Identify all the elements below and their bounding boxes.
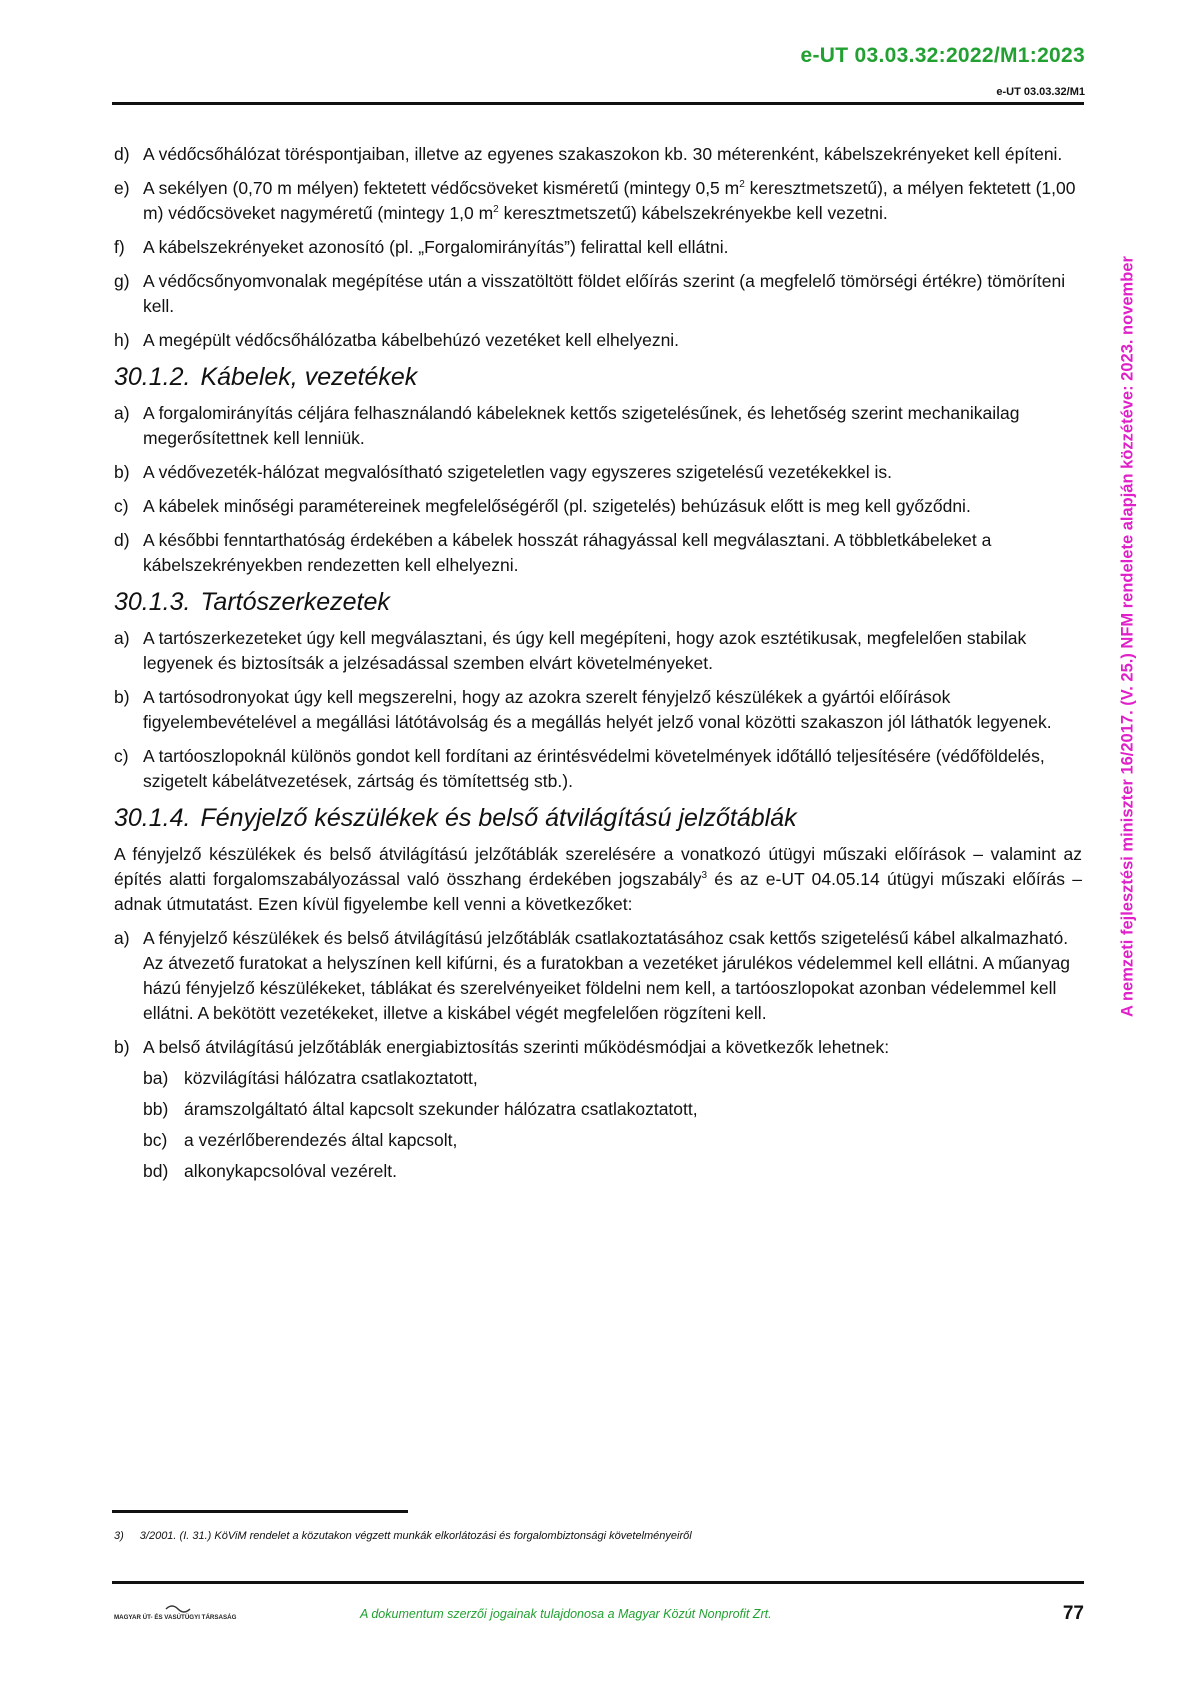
footnote-marker: 3) xyxy=(114,1530,124,1542)
list-marker: h) xyxy=(114,330,130,350)
list-item-text-part: keresztmetszetű) kábelszekrényekbe kell vezetni. xyxy=(498,203,888,223)
list-item xyxy=(114,926,1082,1026)
section-title: Tartószerkezetek xyxy=(200,588,390,616)
sub-list-marker: bd) xyxy=(143,1161,169,1181)
list-item xyxy=(114,269,1082,319)
list-item-text: A védőcsőnyomvonalak megépítése után a visszatöltött földet előírás szerint (a megfelelő tömörségi értékre) tömöríteni kell. xyxy=(143,271,1066,316)
list-item-text-part: A sekélyen (0,70 m mélyen) fektetett védőcsöveket kisméretű (mintegy 0,5 m xyxy=(143,178,740,198)
section-title: Kábelek, vezetékek xyxy=(200,363,418,391)
list-marker: g) xyxy=(114,271,130,291)
sub-list-marker: ba) xyxy=(143,1068,169,1088)
list-item-text: A forgalomirányítás céljára felhasználandó kábeleknek kettős szigetelésűnek, és lehetőség szerint mechanikailag megerősítettnek kell lenniük. xyxy=(143,403,1020,448)
list-item xyxy=(114,235,1082,260)
list-marker: b) xyxy=(114,687,130,707)
sub-list-marker: bb) xyxy=(143,1099,169,1119)
section-title: Fényjelző készülékek és belső átvilágítású jelzőtáblák xyxy=(200,804,797,832)
list-item-text: A védőcsőhálózat töréspontjaiban, illetve az egyenes szakaszokon kb. 30 méterenként, kábelszekrényeket kell építeni. xyxy=(143,144,1063,164)
page-number: 77 xyxy=(1062,1603,1084,1624)
sub-list-item-text: alkonykapcsolóval vezérelt. xyxy=(184,1161,398,1181)
list-item xyxy=(114,142,1082,167)
list-item xyxy=(114,176,1082,226)
list-marker: a) xyxy=(114,628,130,648)
list-marker: d) xyxy=(114,530,130,550)
list-item-text: A fényjelző készülékek és belső átvilágítású jelzőtáblák csatlakoztatásához csak kettős szigetelésű kábel alkalmazható. Az átvezető furatokat a helyszínen kell kifúrni, és a furatokban a vezetéket járulékos védelemmel kell ellátni. A műanyag házú fényjelző készülékeket, táblákat és szerelvényeiket földelni nem kell, a tartóoszlopokat azonban védelemmel kell ellátni. A bekötött vezetékeket, illetve a kiskábel végét megfelelően rögzíteni kell. xyxy=(143,928,1071,1023)
publication-side-note: A nemzeti fejlesztési miniszter 16/2017. (V. 25.) NFM rendelete alapján közzétéve: 2023. november xyxy=(1118,256,1137,1017)
section-heading-lights xyxy=(114,803,1082,833)
logo-lettering: MAGYAR ÚT- ÉS VASÚTÜGYI TÁRSASÁG xyxy=(114,1614,237,1621)
list-item xyxy=(114,494,1082,519)
section-heading-cables xyxy=(114,362,1082,392)
sub-list-item xyxy=(143,1097,1082,1122)
list-item-text: A védővezeték-hálózat megvalósítható szigeteletlen vagy egyszeres szigetelésű vezetékekkel is. xyxy=(143,462,893,482)
section-heading-supports xyxy=(114,587,1082,617)
list-marker: a) xyxy=(114,403,130,423)
document-identifier: e-UT 03.03.32:2022/M1:2023 xyxy=(800,44,1085,67)
header-rule xyxy=(112,102,1084,105)
sub-list-item xyxy=(143,1159,1082,1184)
list-marker: f) xyxy=(114,237,125,257)
section-number: 30.1.2. xyxy=(114,363,191,391)
list-item-text: A kábelszekrényeket azonosító (pl. „Forgalomirányítás”) felirattal kell ellátni. xyxy=(143,237,729,257)
footer-rule xyxy=(112,1581,1084,1584)
section-number: 30.1.4. xyxy=(114,804,191,832)
copyright-notice: A dokumentum szerzői jogainak tulajdonosa a Magyar Közút Nonprofit Zrt. xyxy=(360,1607,772,1621)
list-item xyxy=(114,401,1082,451)
sub-list-marker: bc) xyxy=(143,1130,168,1150)
footnote-rule xyxy=(112,1510,408,1513)
sub-list-item-text: a vezérlőberendezés által kapcsolt, xyxy=(184,1130,458,1150)
list-item-text: A tartósodronyokat úgy kell megszerelni, hogy az azokra szerelt fényjelző készülékek a gyártói előírások figyelembevételével a megállási látótávolság és a megállás helyét jelző vonal közötti szakaszon jól láthatók legyenek. xyxy=(143,687,1052,732)
list-item-text: A tartóoszlopoknál különös gondot kell fordítani az érintésvédelmi követelmények időtálló teljesítésére (védőföldelés, szigetelt kábelátvezetések, zártság és tömítettség stb.). xyxy=(143,746,1045,791)
list-item xyxy=(114,460,1082,485)
section-intro-paragraph xyxy=(114,842,1082,917)
list-marker: a) xyxy=(114,928,130,948)
list-item-text: A megépült védőcsőhálózatba kábelbehúzó vezetéket kell elhelyezni. xyxy=(143,330,680,350)
paragraph-text-part: A fényjelző készülékek és belső átvilágítású jelzőtáblák szerelésére a vonatkozó útügyi műszaki előírások – valamint az építés alatti forgalomszabályozással való összhang érdekében jogszabály xyxy=(114,844,1082,889)
footnote xyxy=(114,1530,1074,1542)
list-item-text: A kábelek minőségi paramétereinek megfelelőségéről (pl. szigetelés) behúzásuk előtt is meg kell győződni. xyxy=(143,496,971,516)
superscript: 2 xyxy=(739,179,745,191)
list-item xyxy=(114,1035,1082,1184)
main-content xyxy=(114,142,1082,1193)
paragraph-text-part: és az e-UT 04.05.14 útügyi műszaki előírás – adnak útmutatást. Ezen kívül figyelembe kell venni a következőket: xyxy=(114,869,1082,914)
section-number: 30.1.3. xyxy=(114,588,191,616)
list-marker: b) xyxy=(114,1037,130,1057)
sub-list-item-text: közvilágítási hálózatra csatlakoztatott, xyxy=(184,1068,478,1088)
list-item xyxy=(114,744,1082,794)
society-logo-graphic xyxy=(114,1602,264,1622)
list-marker: e) xyxy=(114,178,130,198)
footnote-reference: 3 xyxy=(701,870,708,882)
society-logo xyxy=(114,1602,264,1622)
list-item-text: A tartószerkezeteket úgy kell megválasztani, és úgy kell megépíteni, hogy azok esztétikusak, megfelelően stabilak legyenek és biztosítsák a jelzésadással szemben elvárt követelményeket. xyxy=(143,628,1027,673)
list-item xyxy=(114,328,1082,353)
superscript: 2 xyxy=(493,204,499,216)
document-identifier-short: e-UT 03.03.32/M1 xyxy=(996,86,1085,98)
list-marker: d) xyxy=(114,144,130,164)
list-item-text xyxy=(143,178,1076,223)
sub-list-item-text: áramszolgáltató által kapcsolt szekunder hálózatra csatlakoztatott, xyxy=(184,1099,698,1119)
list-item-text: A későbbi fenntarthatóság érdekében a kábelek hosszát ráhagyással kell megválasztani. A többletkábeleket a kábelszekrényekben rendezetten kell elhelyezni. xyxy=(143,530,992,575)
list-item-text-part: keresztmetszetű), a mélyen fektetett (1,00 m) védőcsöveket nagyméretű (mintegy 1,0 m xyxy=(143,178,1076,223)
list-item xyxy=(114,685,1082,735)
sub-list xyxy=(143,1066,1082,1184)
sub-list-item xyxy=(143,1066,1082,1091)
list-marker: c) xyxy=(114,496,129,516)
list-marker: b) xyxy=(114,462,130,482)
list-item-text: A belső átvilágítású jelzőtáblák energiabiztosítás szerinti működésmódjai a következők lehetnek: xyxy=(143,1037,890,1057)
footnote-text: 3/2001. (I. 31.) KöViM rendelet a közutakon végzett munkák elkorlátozási és forgalombiztonsági követelményeiről xyxy=(139,1530,692,1542)
list-marker: c) xyxy=(114,746,129,766)
sub-list-item xyxy=(143,1128,1082,1153)
list-item xyxy=(114,528,1082,578)
list-item xyxy=(114,626,1082,676)
